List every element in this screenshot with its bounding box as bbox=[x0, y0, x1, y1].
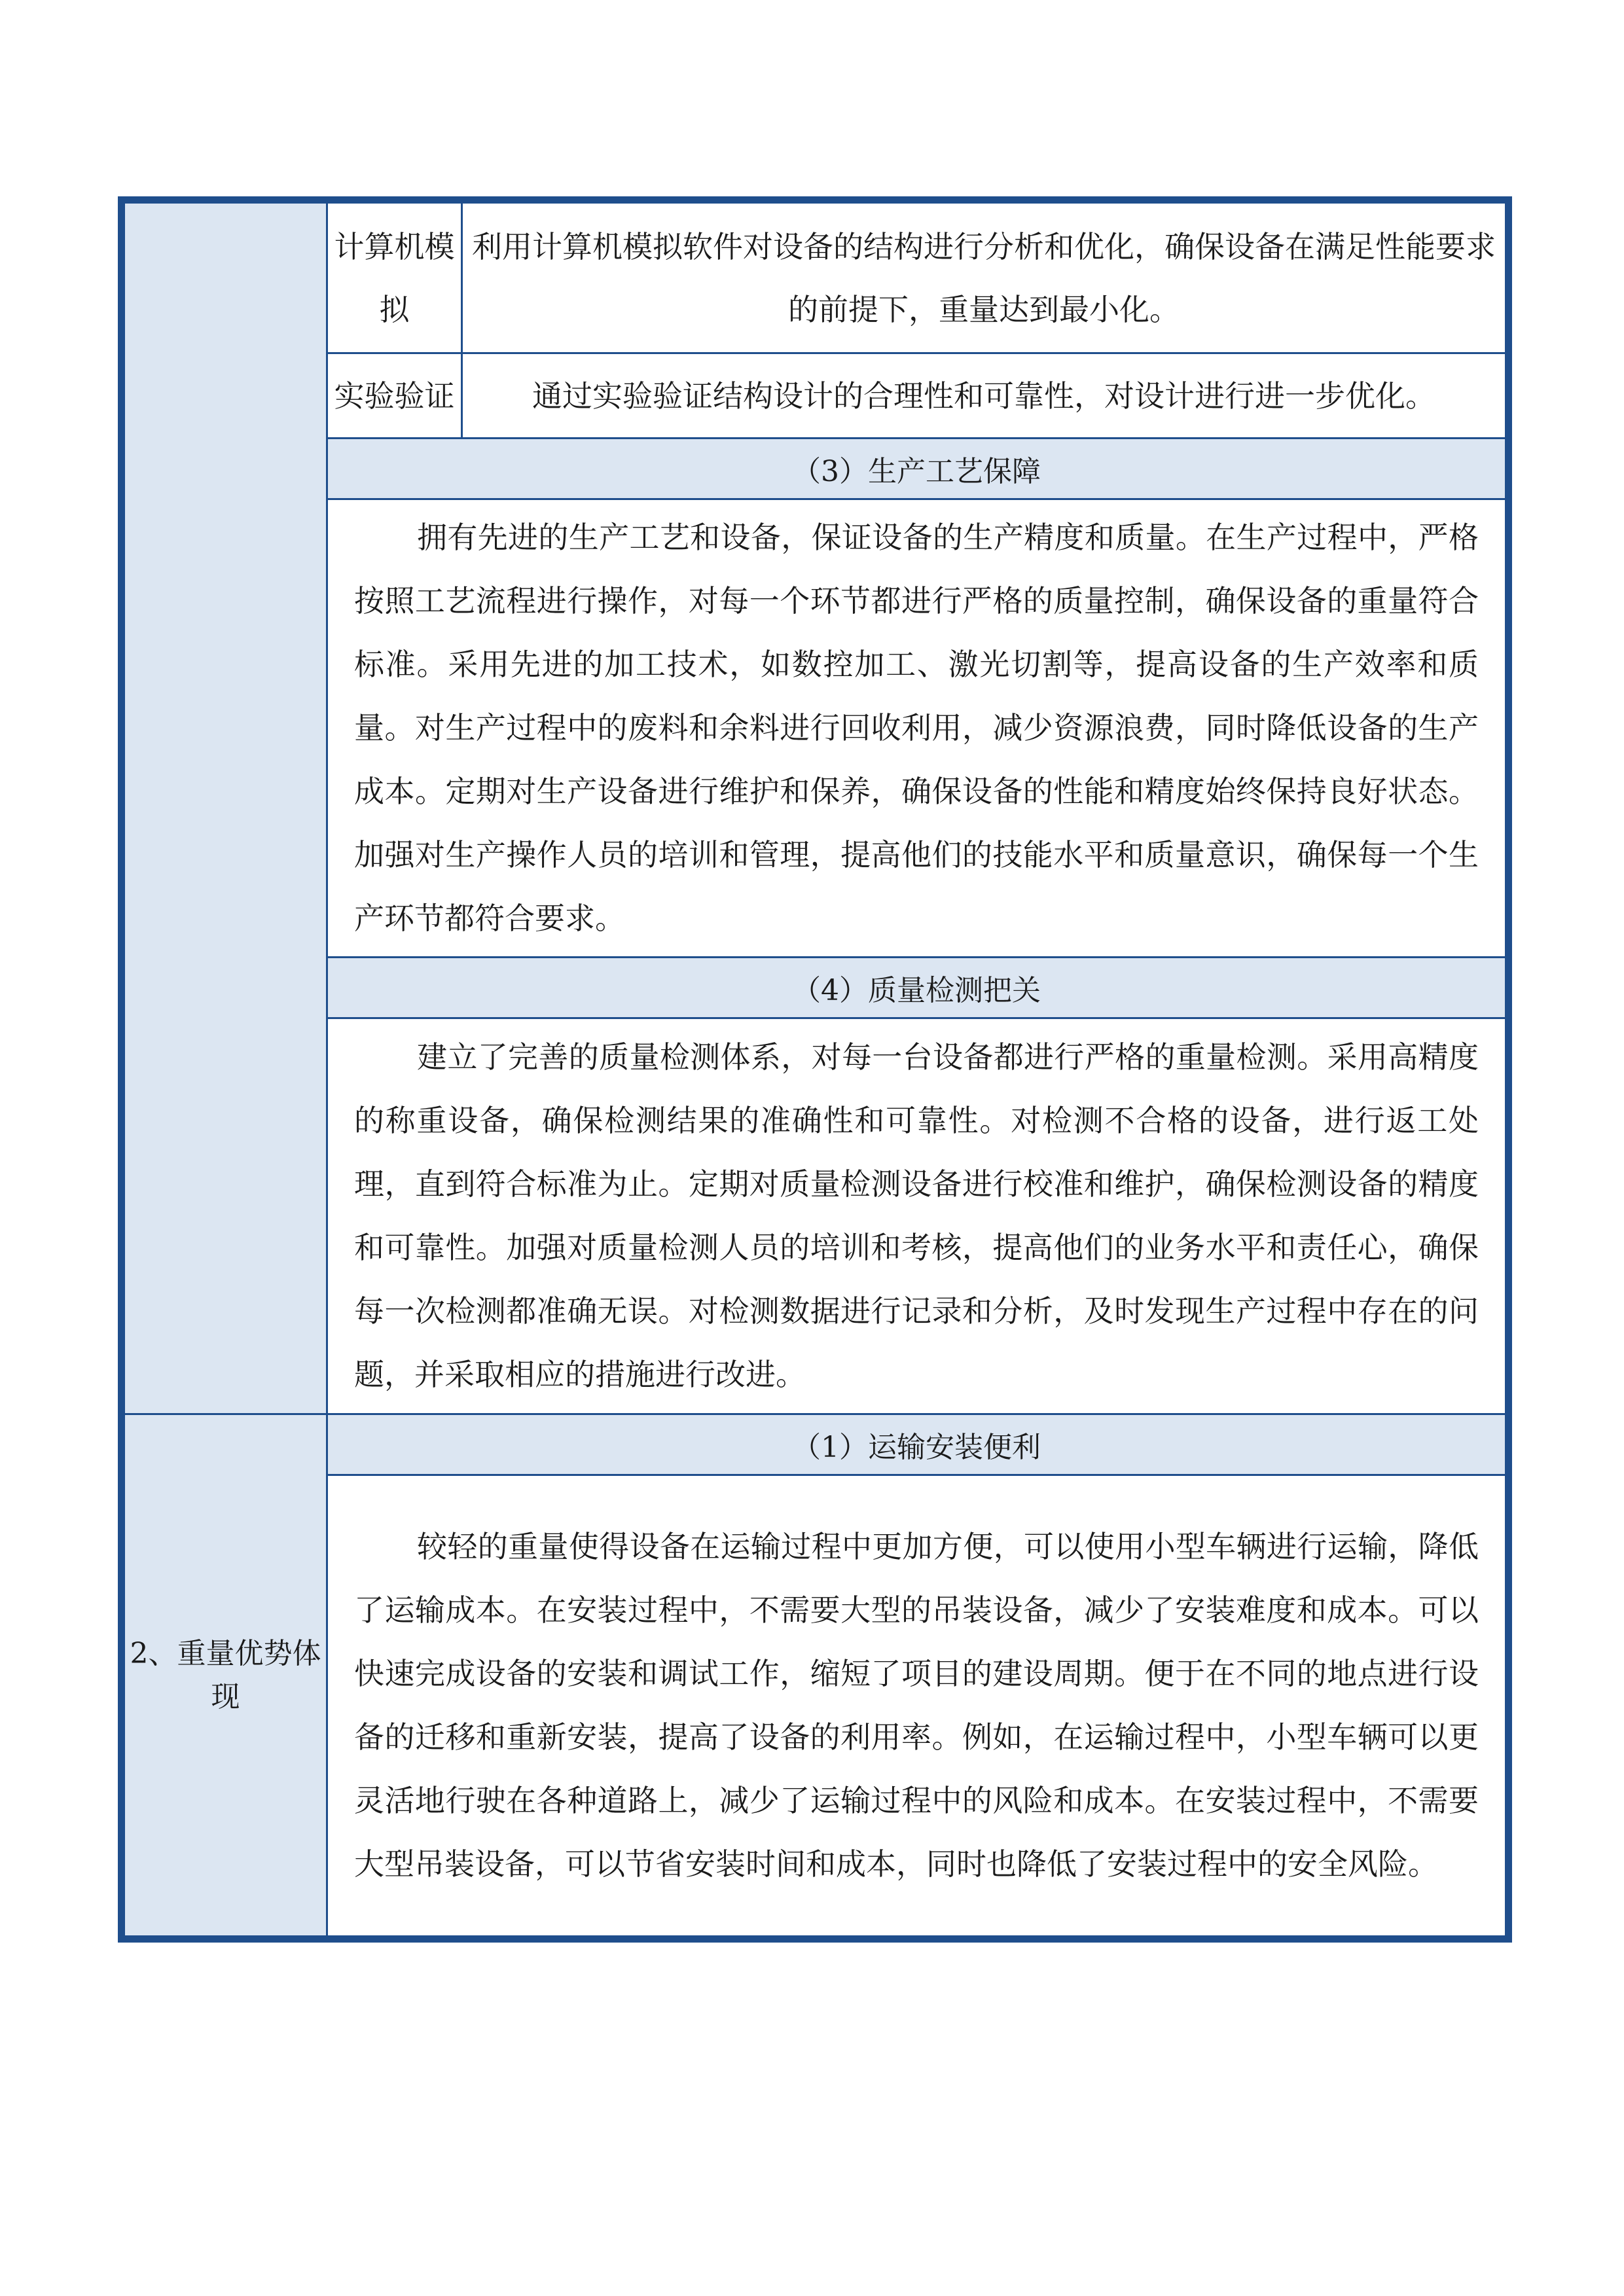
row-text-computer-sim: 利用计算机模拟软件对设备的结构进行分析和优化，确保设备在满足性能要求的前提下，重量达到最小化。 bbox=[462, 203, 1506, 353]
left-category-label-bottom: 2、重量优势体现 bbox=[130, 1636, 321, 1713]
section-heading-production: （3）生产工艺保障 bbox=[327, 439, 1506, 499]
section-heading-quality: （4）质量检测把关 bbox=[327, 958, 1506, 1018]
section-text-transport: 较轻的重量使得设备在运输过程中更加方便，可以使用小型车辆进行运输，降低了运输成本。在安装过程中，不需要大型的吊装设备，减少了安装难度和成本。可以快速完成设备的安装和调试工作，缩短了项目的建设周期。便于在不同的地点进行设备的迁移和重新安装，提高了设备的利用率。例如，在运输过程中，小型车辆可以更灵活地行驶在各种道路上，减少了运输过程中的风险和成本。在安装过程中，不需要大型吊装设备，可以节省安装时间和成本，同时也降低了安装过程中的安全风险。 bbox=[327, 1475, 1506, 1937]
section-heading-transport: （1）运输安装便利 bbox=[327, 1414, 1506, 1475]
row-label-computer-sim: 计算机模拟 bbox=[327, 203, 462, 353]
row-text-experiment: 通过实验验证结构设计的合理性和可靠性，对设计进行进一步优化。 bbox=[462, 353, 1506, 439]
section-text-production: 拥有先进的生产工艺和设备，保证设备的生产精度和质量。在生产过程中，严格按照工艺流程进行操作，对每一个环节都进行严格的质量控制，确保设备的重量符合标准。采用先进的加工技术，如数控加工、激光切割等，提高设备的生产效率和质量。对生产过程中的废料和余料进行回收利用，减少资源浪费，同时降低设备的生产成本。定期对生产设备进行维护和保养，确保设备的性能和精度始终保持良好状态。加强对生产操作人员的培训和管理，提高他们的技能水平和质量意识，确保每一个生产环节都符合要求。 bbox=[327, 499, 1506, 958]
row-label-experiment: 实验验证 bbox=[327, 353, 462, 439]
left-category-cell-top bbox=[124, 203, 327, 1414]
left-category-cell-bottom bbox=[124, 1414, 327, 1937]
section-text-quality: 建立了完善的质量检测体系，对每一台设备都进行严格的重量检测。采用高精度的称重设备，确保检测结果的准确性和可靠性。对检测不合格的设备，进行返工处理，直到符合标准为止。定期对质量检测设备进行校准和维护，确保检测设备的精度和可靠性。加强对质量检测人员的培训和考核，提高他们的业务水平和责任心，确保每一次检测都准确无误。对检测数据进行记录和分析，及时发现生产过程中存在的问题，并采取相应的措施进行改进。 bbox=[327, 1018, 1506, 1414]
content-table bbox=[118, 196, 1512, 1943]
